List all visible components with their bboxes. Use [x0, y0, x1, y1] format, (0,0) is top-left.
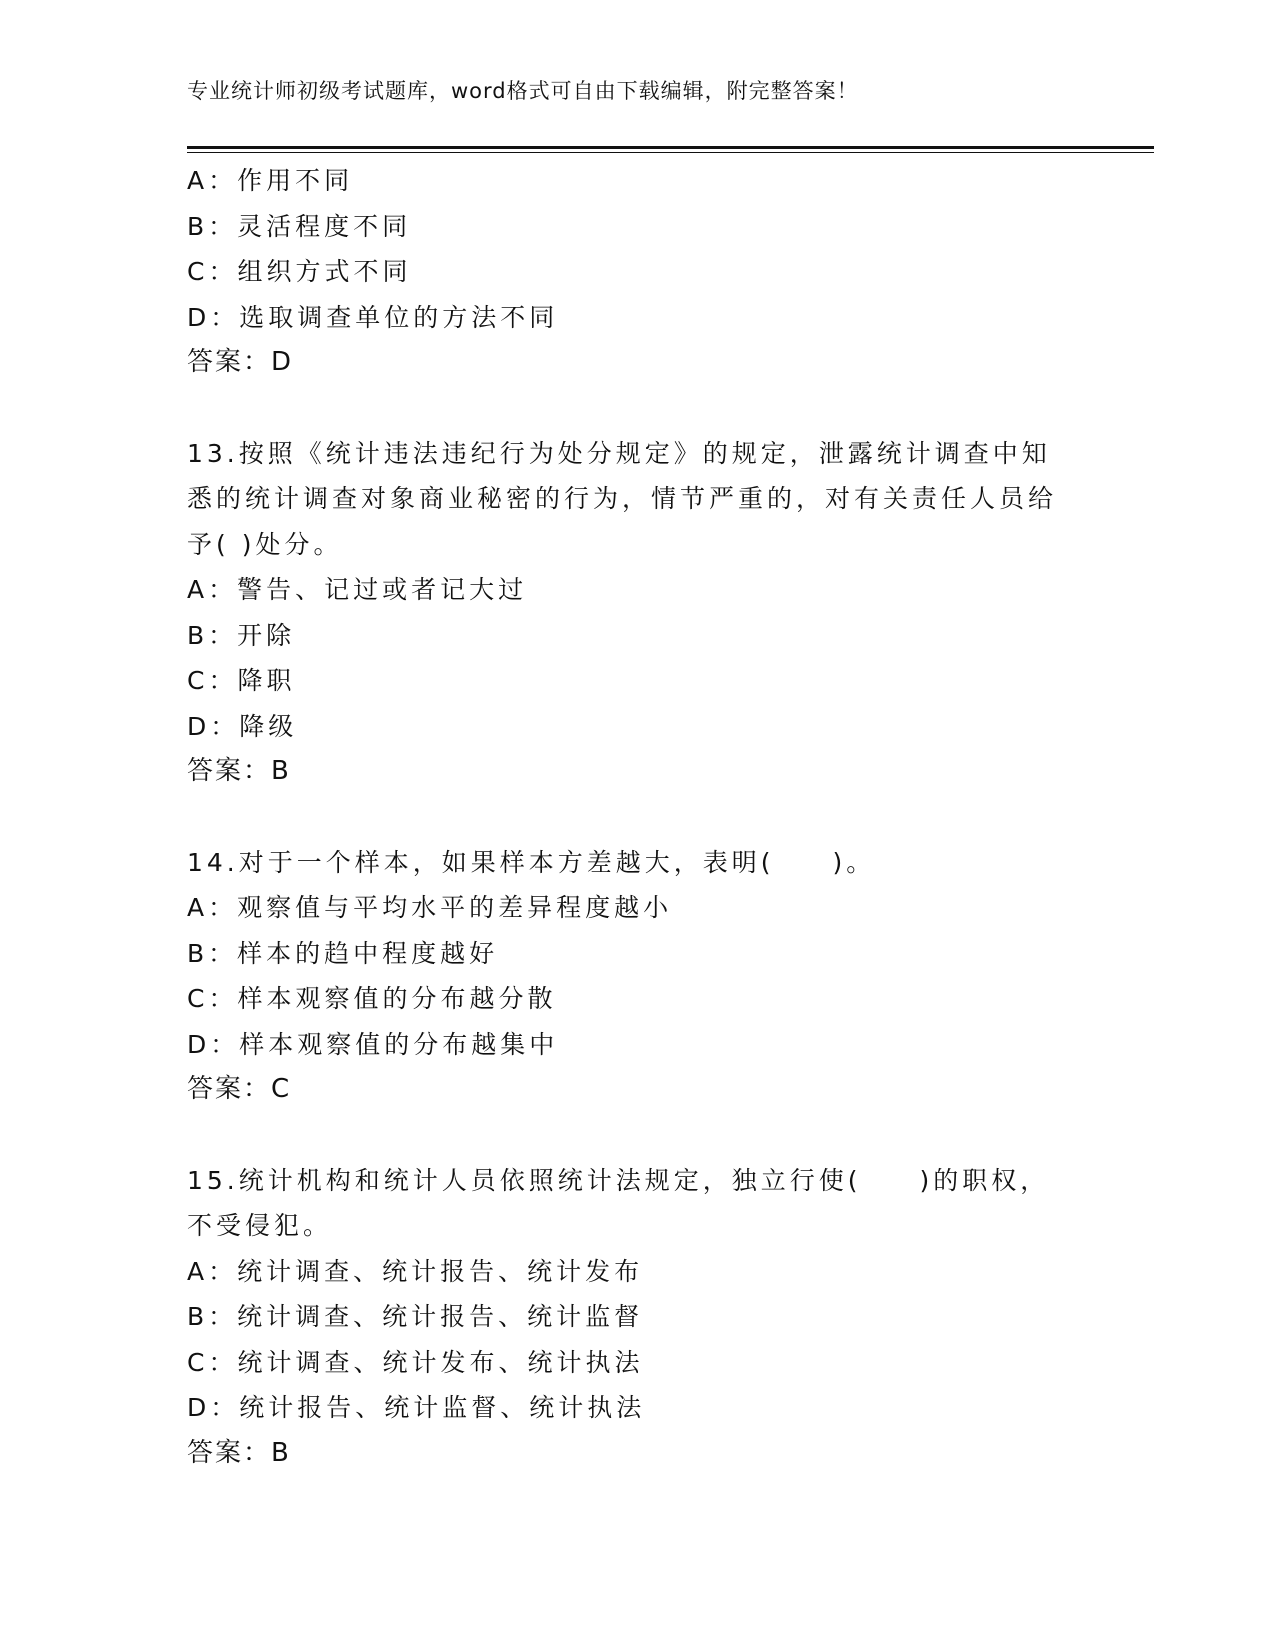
- option-a: A：统计调查、统计报告、统计发布: [187, 1256, 644, 1286]
- option-a: A：作用不同: [187, 166, 354, 195]
- option-a: A：警告、记过或者记大过: [187, 575, 528, 604]
- question-13: [187, 431, 1087, 795]
- option-c: C：降职: [187, 666, 296, 695]
- option-d: D：样本观察值的分布越集中: [187, 1029, 559, 1059]
- header-rule-thin: [187, 152, 1154, 153]
- question-text: 13.按照《统计违法违纪行为处分规定》的规定，泄露统计调查中知悉的统计调查对象商业秘密的行为，情节严重的，对有关责任人员给予( )处分。: [187, 438, 1058, 559]
- answer: 答案：B: [187, 756, 291, 786]
- answer: 答案：C: [187, 1074, 292, 1104]
- option-b: B：样本的趋中程度越好: [187, 938, 499, 968]
- question-list: [187, 158, 1087, 1476]
- question-text: 15.统计机构和统计人员依照统计法规定，独立行使( )的职权，不受侵犯。: [187, 1165, 1050, 1240]
- option-d: D：选取调查单位的方法不同: [187, 302, 559, 332]
- header-rule-thick: [187, 146, 1154, 149]
- option-d: D：降级: [187, 711, 298, 741]
- option-b: B：灵活程度不同: [187, 211, 412, 241]
- option-b: B：开除: [187, 620, 296, 650]
- option-a: A：观察值与平均水平的差异程度越小: [187, 893, 673, 922]
- option-b: B：统计调查、统计报告、统计监督: [187, 1302, 644, 1331]
- answer: 答案：B: [187, 1437, 291, 1468]
- option-c: C：组织方式不同: [187, 257, 412, 286]
- question-12-continued: [187, 158, 1087, 386]
- option-c: C：统计调查、统计发布、统计执法: [187, 1347, 644, 1377]
- answer: 答案：D: [187, 347, 294, 377]
- question-14: [187, 840, 1087, 1113]
- question-15: [187, 1158, 1087, 1477]
- option-c: C：样本观察值的分布越分散: [187, 984, 557, 1013]
- page-header: 专业统计师初级考试题库，word格式可自由下载编辑，附完整答案！: [187, 79, 859, 103]
- option-d: D：统计报告、统计监督、统计执法: [187, 1393, 646, 1422]
- question-text: 14.对于一个样本，如果样本方差越大，表明( )。: [187, 847, 876, 877]
